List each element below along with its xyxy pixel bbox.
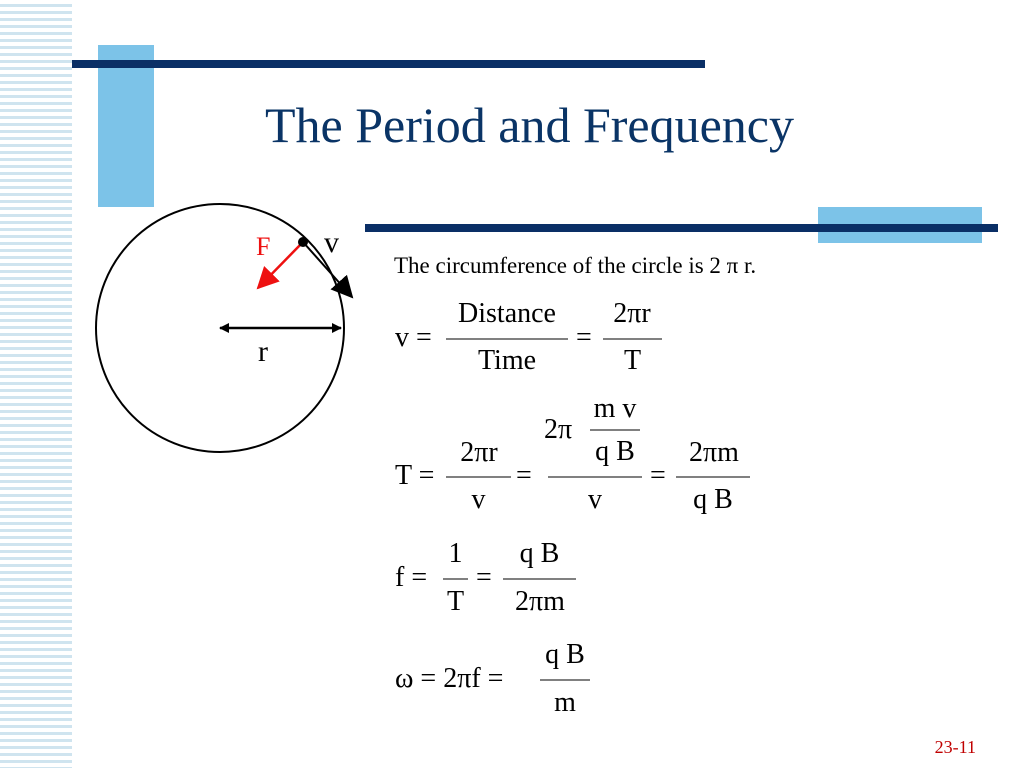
t-eq-inner-num: m v — [593, 393, 637, 424]
radius-label: r — [258, 335, 268, 368]
charge-dot — [298, 237, 308, 247]
force-label: F — [256, 232, 271, 261]
t-eq-den3: q B — [693, 484, 733, 515]
slide-number: 23-11 — [934, 737, 976, 757]
omega-eq-num1: q B — [545, 639, 585, 670]
velocity-label: v — [324, 226, 339, 259]
t-eq-den1: v — [471, 484, 486, 515]
t-eq-den2: v — [588, 484, 602, 515]
t-eq-equals-2: = — [650, 460, 666, 491]
slide-title: The Period and Frequency — [265, 97, 795, 153]
v-eq-den1: Time — [477, 345, 537, 376]
t-eq-num3: 2πm — [689, 437, 739, 468]
f-eq-den2: 2πm — [515, 586, 565, 617]
t-eq-pre: 2π — [544, 414, 573, 445]
f-eq-den1: T — [446, 586, 465, 617]
omega-eq-den1: m — [554, 687, 576, 718]
t-eq-inner-den: q B — [595, 436, 635, 467]
f-eq-equals: = — [476, 562, 492, 593]
f-eq-num1: 1 — [448, 538, 463, 569]
t-eq-lhs: T = — [395, 460, 435, 491]
t-eq-equals-1: = — [516, 460, 532, 491]
v-eq-lhs: v = — [395, 322, 432, 353]
v-eq-equals: = — [576, 322, 592, 353]
v-eq-den2: T — [623, 345, 642, 376]
t-eq-num1: 2πr — [460, 437, 498, 468]
v-eq-num2: 2πr — [613, 298, 651, 329]
f-eq-lhs: f = — [395, 562, 428, 593]
omega-eq-lhs: ω = 2πf = — [395, 663, 504, 694]
v-eq-num1: Distance — [458, 298, 556, 329]
f-eq-num2: q B — [519, 538, 560, 569]
circumference-statement: The circumference of the circle is 2 π r. — [394, 253, 757, 278]
